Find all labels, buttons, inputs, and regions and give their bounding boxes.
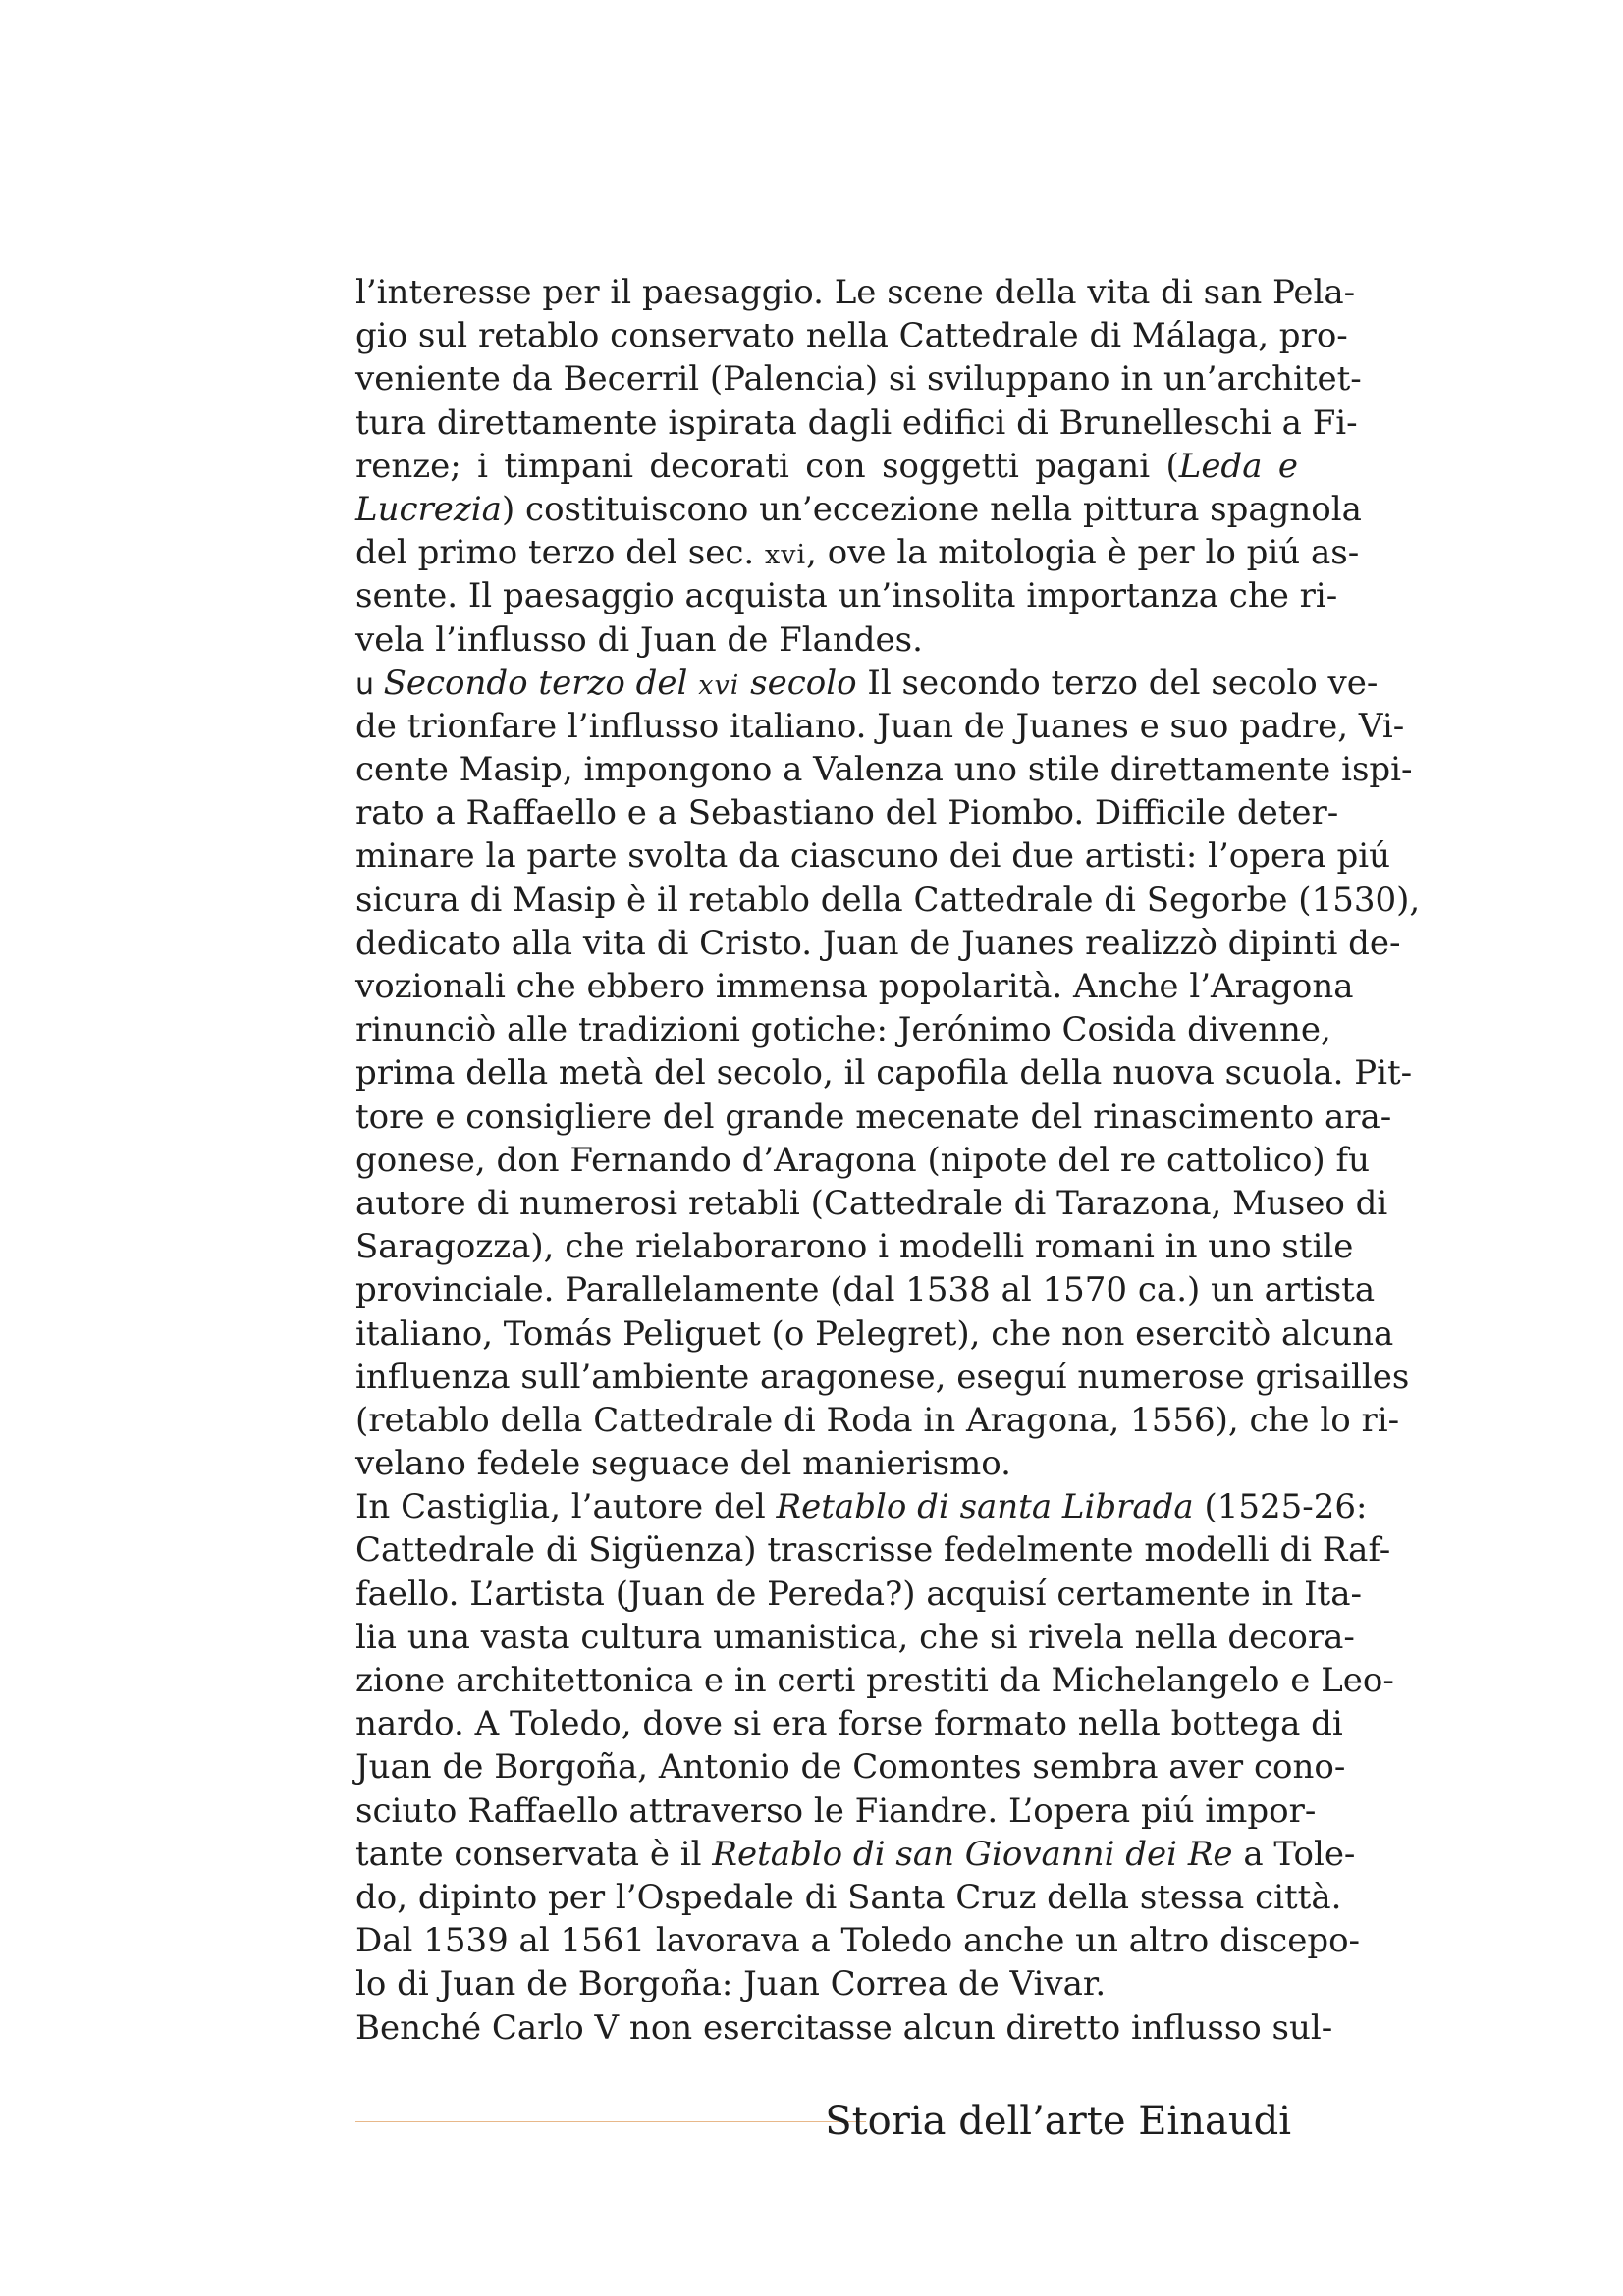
text-line	[355, 922, 1401, 965]
text-line	[355, 879, 1421, 922]
section-marker: u	[355, 667, 384, 702]
text-segment: Lucrezia	[355, 489, 502, 529]
text-line	[355, 1485, 1368, 1528]
text-segment: Dal 1539 al 1561 lavorava a Toledo anche un altro discepo-	[355, 1921, 1361, 1961]
text-segment: faello. L’artista (Juan de Pereda?) acquisí certamente in Ita-	[355, 1574, 1362, 1614]
text-segment: xvi	[698, 669, 740, 701]
text-segment: Secondo terzo del	[383, 663, 699, 703]
text-line	[355, 488, 1362, 531]
text-segment: ) costituiscono un’eccezione nella pittura spagnola	[501, 489, 1362, 529]
text-segment: minare la parte svolta da ciascuno dei due artisti: l’opera piú	[355, 836, 1390, 877]
text-segment: a Tole-	[1232, 1834, 1356, 1874]
text-line	[355, 574, 1338, 617]
text-line	[355, 1919, 1361, 1962]
text-segment: Retablo di santa Librada	[776, 1487, 1194, 1527]
text-segment: Retablo di san Giovanni dei Re	[712, 1834, 1233, 1874]
text-line	[355, 314, 1348, 357]
text-line	[355, 1528, 1391, 1572]
text-segment: secolo	[739, 663, 857, 703]
text-segment: sente. Il paesaggio acquista un’insolita importanza che ri-	[355, 576, 1338, 616]
text-segment: tante conservata è il	[355, 1834, 713, 1874]
text-segment: renze; i timpani decorati con soggetti pagani (	[355, 446, 1179, 486]
text-segment: vozionali che ebbero immensa popolarità. Anche l’Aragona	[355, 967, 1354, 1006]
text-line	[355, 1399, 1400, 1442]
text-segment: rinunciò alle tradizioni gotiche: Jerónimo Cosida divenne,	[355, 1010, 1331, 1050]
text-segment: xvi	[765, 540, 807, 571]
text-line	[355, 1962, 1298, 2005]
footer-rule	[355, 2121, 866, 2122]
text-line	[355, 1616, 1355, 1659]
text-line	[355, 1225, 1354, 1268]
text-segment: In Castiglia, l’autore del	[355, 1487, 777, 1527]
text-line	[355, 965, 1354, 1008]
text-segment: gio sul retablo conservato nella Cattedrale di Málaga, pro-	[355, 316, 1348, 356]
text-line	[355, 1876, 1342, 1919]
text-segment: sciuto Raffaello attraverso le Fiandre. L’opera piú impor-	[355, 1790, 1317, 1831]
text-segment: tura direttamente ispirata dagli edifici di Brunelleschi a Fi-	[355, 402, 1358, 443]
footer-title: Storia dell’arte Einaudi	[825, 2099, 1291, 2144]
text-line	[355, 1659, 1394, 1702]
text-segment: cente Masip, impongono a Valenza uno stile direttamente ispi-	[355, 750, 1413, 790]
text-line	[355, 1702, 1343, 1745]
text-segment: zione architettonica e in certi prestiti da Michelangelo e Leo-	[355, 1661, 1394, 1700]
text-line	[355, 1095, 1392, 1139]
text-segment: Cattedrale di Sigüenza) trascrisse fedelmente modelli di Raf-	[355, 1530, 1391, 1571]
text-line	[355, 1356, 1410, 1399]
text-segment: vela l’influsso di Juan de Flandes.	[355, 619, 923, 660]
text-segment: Saragozza), che rielaborarono i modelli romani in uno stile	[355, 1227, 1354, 1267]
text-segment: italiano, Tomás Peliguet (o Pelegret), che non esercitò alcuna	[355, 1313, 1394, 1354]
text-segment: gonese, don Fernando d’Aragona (nipote del re cattolico) fu	[355, 1140, 1370, 1180]
body-text	[355, 271, 1421, 2050]
text-segment: Benché Carlo V non esercitasse alcun diretto influsso sul-	[355, 2007, 1333, 2048]
text-segment: lo di Juan de Borgoña: Juan Correa de Vivar.	[355, 1964, 1107, 2004]
text-segment: Il secondo terzo del secolo ve-	[856, 663, 1379, 703]
text-segment: Leda e	[1178, 446, 1298, 486]
text-segment: l’interesse per il paesaggio. Le scene della vita di san Pela-	[355, 273, 1356, 312]
text-line	[355, 1789, 1317, 1833]
text-segment: lia una vasta cultura umanistica, che si rivela nella decora-	[355, 1617, 1355, 1657]
text-segment: nardo. A Toledo, dove si era forse formato nella bottega di	[355, 1704, 1343, 1744]
text-segment: autore di numerosi retabli (Cattedrale di Tarazona, Museo di	[355, 1183, 1388, 1223]
text-segment: tore e consigliere del grande mecenate del rinascimento ara-	[355, 1096, 1392, 1137]
text-line	[355, 1573, 1362, 1616]
text-segment: (retablo della Cattedrale di Roda in Aragona, 1556), che lo ri-	[355, 1400, 1400, 1440]
text-line	[355, 662, 1379, 705]
text-segment: prima della metà del secolo, il capofila della nuova scuola. Pit-	[355, 1053, 1413, 1094]
text-line	[355, 618, 1298, 662]
text-line	[355, 271, 1356, 314]
text-line	[355, 1182, 1388, 1225]
text-segment: del primo terzo del sec.	[355, 533, 765, 573]
text-segment: (1525-26:	[1193, 1487, 1368, 1527]
text-line	[355, 1833, 1356, 1876]
text-segment: velano fedele seguace del manierismo.	[355, 1444, 1011, 1484]
text-line	[355, 1745, 1346, 1789]
text-segment: , ove la mitologia è per lo piú as-	[806, 533, 1360, 573]
text-segment: influenza sull’ambiente aragonese, eseguí numerose grisailles	[355, 1357, 1410, 1397]
text-line	[355, 748, 1413, 791]
text-segment: rato a Raffaello e a Sebastiano del Piombo. Difficile deter-	[355, 793, 1339, 833]
text-line	[355, 705, 1405, 748]
text-line	[355, 2006, 1333, 2050]
text-line	[355, 834, 1390, 878]
text-line	[355, 1139, 1370, 1182]
text-segment: do, dipinto per l’Ospedale di Santa Cruz della stessa città.	[355, 1877, 1342, 1917]
text-segment: veniente da Becerril (Palencia) si sviluppano in un’architet-	[355, 359, 1362, 400]
text-line	[355, 401, 1358, 445]
text-line	[355, 1051, 1413, 1095]
text-segment: Juan de Borgoña, Antonio de Comontes sembra aver cono-	[355, 1747, 1346, 1788]
text-line	[355, 1008, 1331, 1051]
text-line	[355, 791, 1339, 834]
text-line	[355, 1442, 1298, 1485]
text-segment: sicura di Masip è il retablo della Cattedrale di Segorbe (1530),	[355, 880, 1421, 920]
text-line	[355, 1268, 1376, 1311]
text-line	[355, 445, 1298, 488]
text-segment: dedicato alla vita di Cristo. Juan de Juanes realizzò dipinti de-	[355, 923, 1401, 963]
text-line	[355, 1312, 1394, 1356]
text-segment: provinciale. Parallelamente (dal 1538 al 1570 ca.) un artista	[355, 1270, 1376, 1310]
text-segment: de trionfare l’influsso italiano. Juan de Juanes e suo padre, Vi-	[355, 706, 1405, 746]
text-line	[355, 531, 1360, 574]
text-line	[355, 357, 1362, 400]
